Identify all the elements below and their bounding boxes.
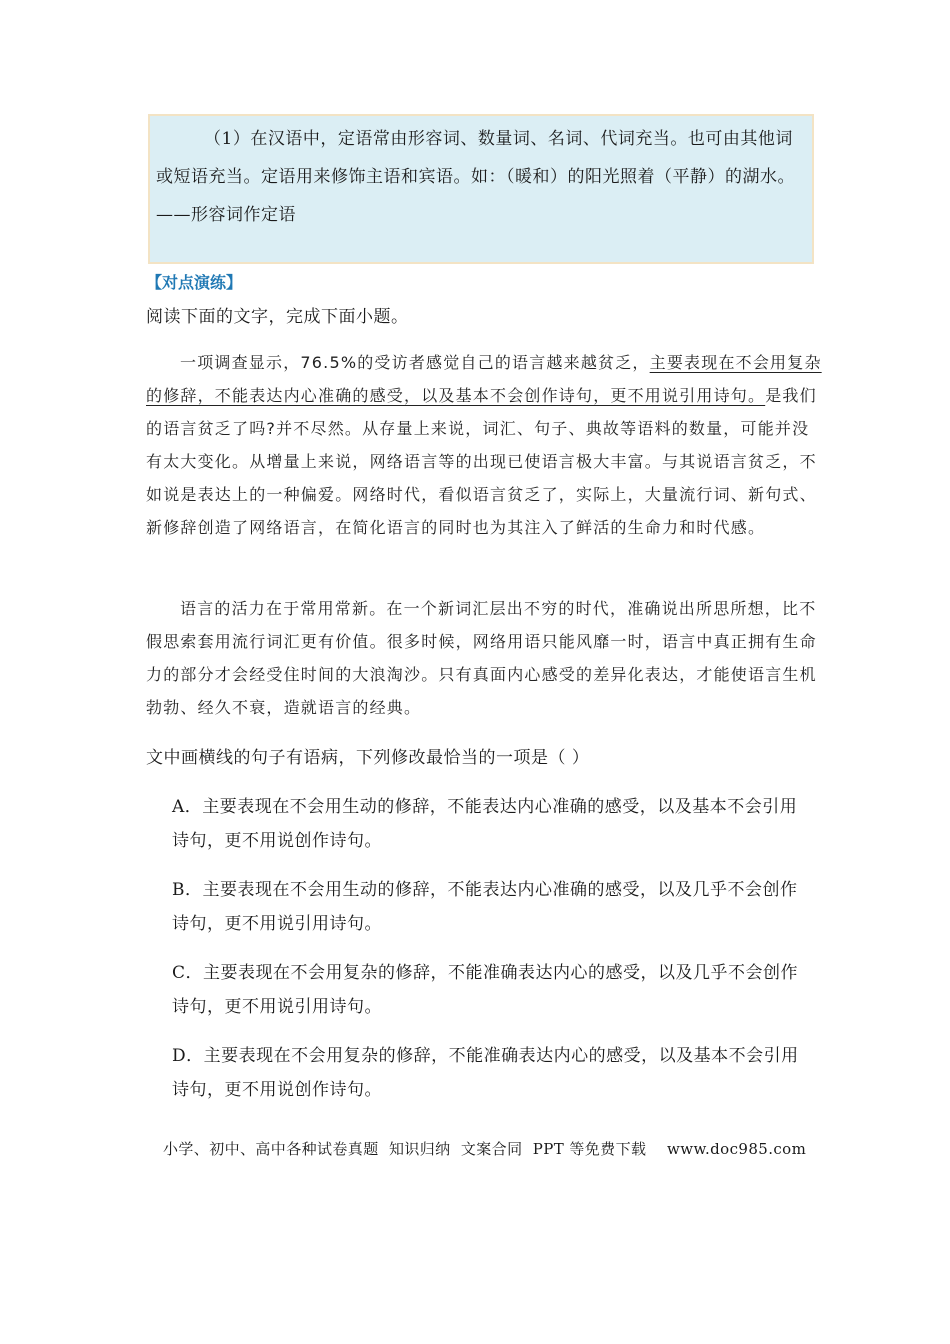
option-a[interactable]: A．主要表现在不会用生动的修辞，不能表达内心准确的感受，以及基本不会引用诗句，更不用说创作诗句。: [172, 797, 798, 851]
passage-paragraph-1: [146, 346, 826, 544]
note-box: [148, 114, 814, 264]
option-b[interactable]: B．主要表现在不会用生动的修辞，不能表达内心准确的感受，以及几乎不会创作诗句，更不用说引用诗句。: [172, 880, 798, 934]
question-stem: 文中画横线的句子有语病，下列修改最恰当的一项是（ ）: [146, 748, 590, 768]
option-c[interactable]: C．主要表现在不会用复杂的修辞，不能准确表达内心的感受，以及几乎不会创作诗句，更不用说引用诗句。: [172, 963, 799, 1017]
passage-p1-before: 一项调查显示，76.5%的受访者感觉自己的语言越来越贫乏，: [180, 353, 650, 372]
answer-options: [172, 790, 812, 1122]
passage-p2-text: 语言的活力在于常用常新。在一个新词汇层出不穷的时代，准确说出所思所想，比不假思索套用流行词汇更有价值。很多时候，网络用语只能风靡一时，语言中真正拥有生命力的部分才会经受住时间的大浪淘沙。只有真面内心感受的差异化表达，才能使语言生机勃勃、经久不衰，造就语言的经典。: [146, 599, 817, 717]
footer-text: 小学、初中、高中各种试卷真题 知识归纳 文案合同 PPT 等免费下载 www.doc985.com: [163, 1140, 807, 1158]
passage-p1-after: 是我们的语言贫乏了吗?并不尽然。从存量上来说，词汇、句子、典故等语料的数量，可能并没有太大变化。从增量上来说，网络语言等的出现已使语言极大丰富。与其说语言贫乏，不如说是表达上的一种偏爱。网络时代，看似语言贫乏了，实际上，大量流行词、新句式、新修辞创造了网络语言，在简化语言的同时也为其注入了鲜活的生命力和时代感。: [146, 386, 817, 537]
underlined-sentence: 主要表现在不会用复杂的修辞，不能表达内心准确的感受，以及基本不会创作诗句，更不用说引用诗句。: [146, 353, 822, 405]
note-text: （1）在汉语中，定语常由形容词、数量词、名词、代词充当。也可由其他词或短语充当。定语用来修饰主语和宾语。如：（暖和）的阳光照着（平静）的湖水。——形容词作定语: [156, 129, 795, 225]
passage-paragraph-2: [146, 592, 826, 724]
instruction-text: 阅读下面的文字，完成下面小题。: [146, 307, 409, 327]
section-heading: 【对点演练】: [146, 273, 243, 292]
option-d[interactable]: D．主要表现在不会用复杂的修辞，不能准确表达内心的感受，以及基本不会引用诗句，更不用说创作诗句。: [172, 1046, 799, 1100]
